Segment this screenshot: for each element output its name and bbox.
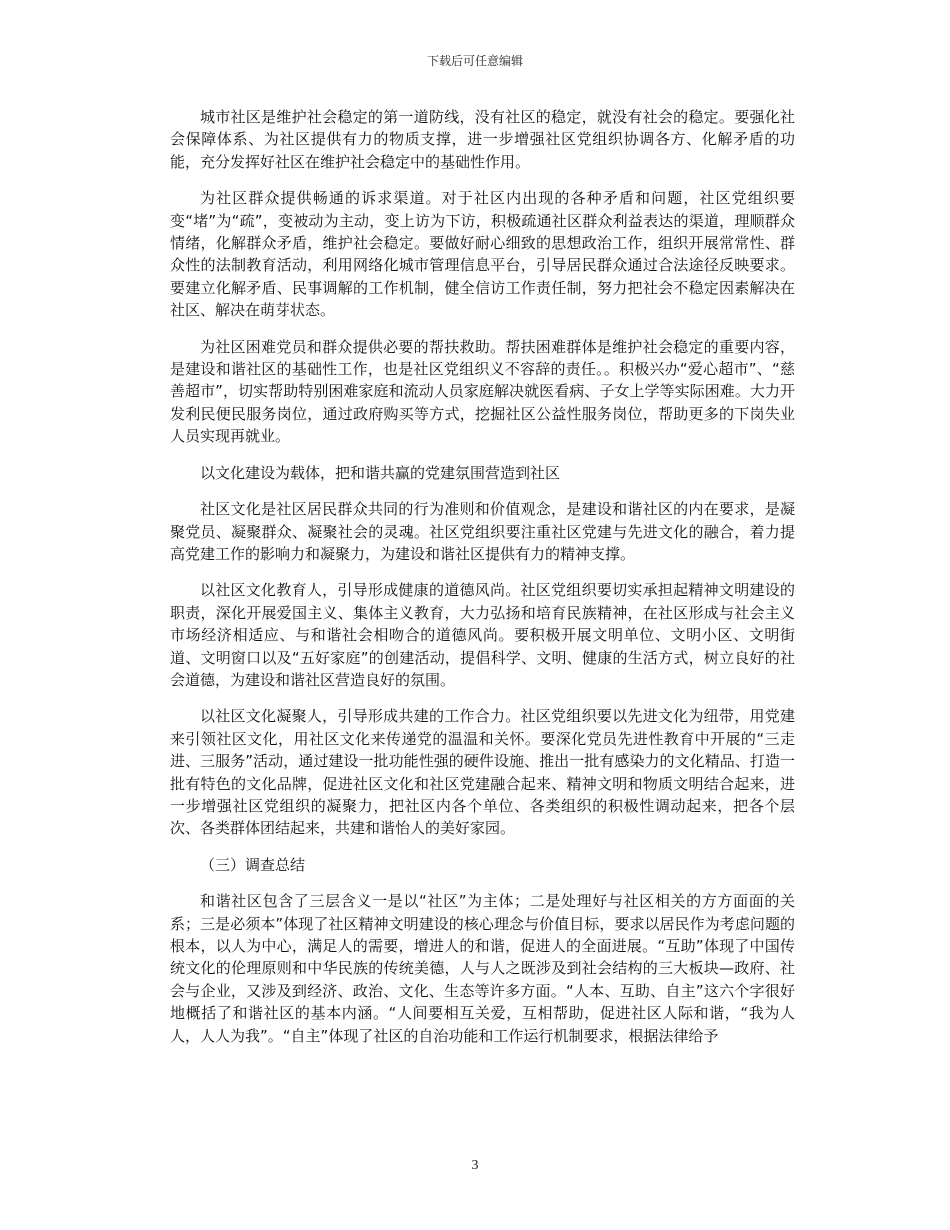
page-number: 3 bbox=[471, 1158, 479, 1173]
paragraph: 社区文化是社区居民群众共同的行为准则和价值观念，是建设和谐社区的内在要求，是凝聚党员、凝聚群众、凝聚社会的灵魂。社区党组织要注重社区党建与先进文化的融合，着力提高党建工作的影响力和凝聚力，为建设和谐社区提供有力的精神支撑。 bbox=[170, 500, 795, 563]
paragraph: 和谐社区包含了三层含义一是以“社区”为主体；二是处理好与社区相关的方方面面的关系；三是必须本”体现了社区精神文明建设的核心理念与价值目标，要求以居民作为考虑问题的根本，以人为中心，满足人的需要，增进人的和谐，促进人的全面进展。“互助”体现了中国传统文化的伦理原则和中华民族的传统美德，人与人之既涉及到社会结构的三大板块—政府、社会与企业，又涉及到经济、政治、文化、生态等许多方面。“人本、互助、自主”这六个字很好地概括了和谐社区的基本内涵。“人间要相互关爱，互相帮助，促进社区人际和谐，“我为人人，人人为我”。“自主”体现了社区的自治功能和工作运行机制要求，根据法律给予 bbox=[170, 892, 795, 1045]
page-header: 下载后可任意编辑 bbox=[426, 54, 523, 68]
document-body bbox=[170, 106, 795, 1061]
section-heading: （三）调查总结 bbox=[200, 855, 306, 874]
section-heading: 以文化建设为载体，把和谐共赢的党建氛围营造到社区 bbox=[200, 463, 561, 482]
paragraph: 以社区文化凝聚人，引导形成共建的工作合力。社区党组织要以先进文化为纽带，用党建来引领社区文化，用社区文化来传递党的温温和关怀。要深化党员先进性教育中开展的“三走进、三服务”活动，通过建设一批功能性强的硬件设施、推出一批有感染力的文化精品、打造一批有特色的文化品牌，促进社区文化和社区党建融合起来、精神文明和物质文明结合起来，进一步增强社区党组织的凝聚力，把社区内各个单位、各类组织的积极性调动起来，把各个层次、各类群体团结起来，共建和谐怡人的美好家园。 bbox=[170, 707, 795, 838]
paragraph: 以社区文化教育人，引导形成健康的道德风尚。社区党组织要切实承担起精神文明建设的职责，深化开展爱国主义、集体主义教育，大力弘扬和培育民族精神，在社区形成与社会主义市场经济相适应、与和谐社会相吻合的道德风尚。要积极开展文明单位、文明小区、文明街道、文明窗口以及“五好家庭”的创建活动，提倡科学、文明、健康的生活方式，树立良好的社会道德，为建设和谐社区营造良好的氛围。 bbox=[170, 581, 795, 689]
paragraph: 城市社区是维护社会稳定的第一道防线，没有社区的稳定，就没有社会的稳定。要强化社会保障体系、为社区提供有力的物质支撑，进一步增强社区党组织协调各方、化解矛盾的功能，充分发挥好社区在维护社会稳定中的基础性作用。 bbox=[170, 108, 795, 171]
paragraph: 为社区群众提供畅通的诉求渠道。对于社区内出现的各种矛盾和问题，社区党组织要变“堵”为“疏”，变被动为主动，变上访为下访，积极疏通社区群众利益表达的渠道，理顺群众情绪，化解群众矛盾，维护社会稳定。要做好耐心细致的思想政治工作，组织开展常常性、群众性的法制教育活动，利用网络化城市管理信息平台，引导居民群众通过合法途径反映要求。要建立化解矛盾、民事调解的工作机制，健全信访工作责任制，努力把社会不稳定因素解决在社区、解决在萌芽状态。 bbox=[170, 189, 795, 320]
paragraph: 为社区困难党员和群众提供必要的帮扶救助。帮扶困难群体是维护社会稳定的重要内容，是建设和谐社区的基础性工作，也是社区党组织义不容辞的责任。。积极兴办“爱心超市”、“慈善超市”，切实帮助特别困难家庭和流动人员家庭解决就医看病、子女上学等实际困难。大力开发利民便民服务岗位，通过政府购买等方式，挖掘社区公益性服务岗位，帮助更多的下岗失业人员实现再就业。 bbox=[170, 337, 795, 446]
